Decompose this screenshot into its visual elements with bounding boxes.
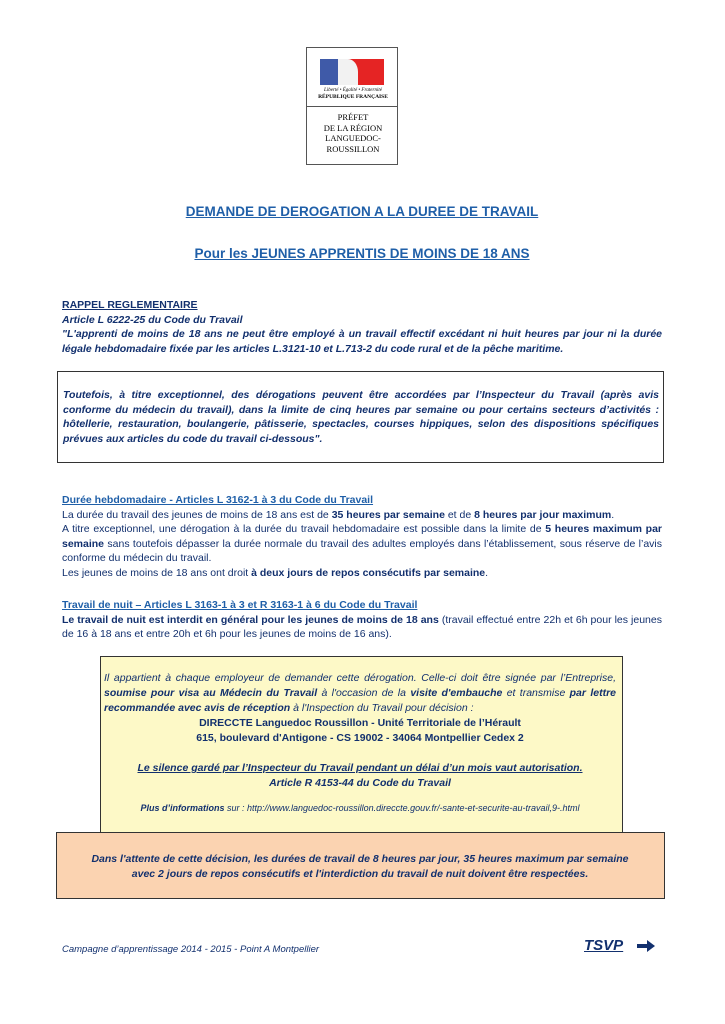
logo-prefect: PRÉFET DE LA RÉGION LANGUEDOC- ROUSSILLON [323,112,383,154]
logo-republic: RÉPUBLIQUE FRANÇAISE [318,94,388,100]
nuit-heading: Travail de nuit – Articles L 3163-1 à 3 et R 3163-1 à 6 du Code du Travail [62,599,418,611]
direccte-address-line-1: DIRECCTE Languedoc Roussillon - Unité Territoriale de l’Hérault [199,717,521,729]
marianne-flag-icon [320,59,384,85]
silence-article: Article R 4153-44 du Code du Travail [269,777,451,789]
hebdo-paragraph-2: A titre exceptionnel, une dérogation à la durée du travail hebdomadaire est possible dans la limite de 5 heures maximum par semaine sans toutefois dépasser la durée normale du travail des adultes employés dans l’établissement, sous réserve de l’avis conforme du médecin du travail. [62,523,662,564]
waiting-line-1: Dans l'attente de cette décision, les durées de travail de 8 heures par jour, 35 heures maximum par semaine [91,853,629,865]
hebdo-heading: Durée hebdomadaire - Articles L 3162-1 à 3 du Code du Travail [62,494,374,506]
procedure-content [104,671,616,816]
page-subtitle: Pour les JEUNES APPRENTIS DE MOINS DE 18 ANS [194,246,530,261]
info-link[interactable]: sur : http://www.languedoc-roussillon.direccte.gouv.fr/-sante-et-securite-au-travail,9-.html [224,803,580,813]
rappel-article: Article L 6222-25 du Code du Travail [62,313,243,326]
exception-text: Toutefois, à titre exceptionnel, des dérogations peuvent être accordées par l’Inspecteur du Travail (après avis conforme du médecin du travail), dans la limite de cinq heures par semaine ou pour certains secteurs d’activités : hôtellerie, restauration, boulangerie, pâtisserie, spectacles, courses hippiques, selon des dispositions spécifiques prévues aux articles du code du travail ci-dessous". [63,389,659,445]
tsvp-label: TSVP [584,937,624,954]
footer-campaign: Campagne d’apprentissage 2014 - 2015 - Point A Montpellier [62,944,320,955]
rappel-section [62,298,662,356]
arrow-right-icon [636,939,656,953]
waiting-text [60,852,660,881]
rappel-heading: RAPPEL REGLEMENTAIRE [62,299,198,311]
procedure-paragraph: Il appartient à chaque employeur de demander cette dérogation. Celle-ci doit être signée par l’Entreprise, soumise pour visa au Médecin du Travail à l'occasion de la visite d'embauche et transmise par lettre recommandée avec avis de réception à l'Inspection du Travail pour décision : [104,672,616,714]
silence-rule: Le silence gardé par l’Inspecteur du Travail pendant un délai d’un mois vaut autorisation. [137,762,583,774]
page-title: DEMANDE DE DEROGATION A LA DUREE DE TRAVAIL [185,204,539,219]
hebdo-paragraph-3: Les jeunes de moins de 18 ans ont droit à deux jours de repos consécutifs par semaine. [62,566,489,579]
direccte-address-line-2: 615, boulevard d'Antigone - CS 19002 - 34064 Montpellier Cedex 2 [196,732,524,744]
prefecture-logo [306,47,398,165]
waiting-line-2: avec 2 jours de repos consécutifs et l'interdiction du travail de nuit doivent être respectées. [131,867,589,880]
info-line: Plus d’informations sur : http://www.languedoc-roussillon.direccte.gouv.fr/-sante-et-securite-au-travail,9-.html [140,803,580,813]
nuit-section [62,598,662,642]
nuit-paragraph: Le travail de nuit est interdit en général pour les jeunes de moins de 18 ans (travail effectué entre 22h et 6h pour les jeunes de 16 à 18 ans et entre 20h et 6h pour les jeunes de moins de 16 ans). [62,613,662,640]
rappel-quote: "L'apprenti de moins de 18 ans ne peut être employé à un travail effectif excédant ni huit heures par jour ni la durée légale hebdomadaire fixée par les articles L.3121-10 et L.713-2 du code rural et de la pêche maritime. [62,328,662,355]
logo-motto: Liberté • Égalité • Fraternité [324,88,382,93]
hebdo-section [62,493,662,580]
hebdo-paragraph-1: La durée du travail des jeunes de moins de 18 ans est de 35 heures par semaine et de 8 heures par jour maximum. [62,508,615,521]
